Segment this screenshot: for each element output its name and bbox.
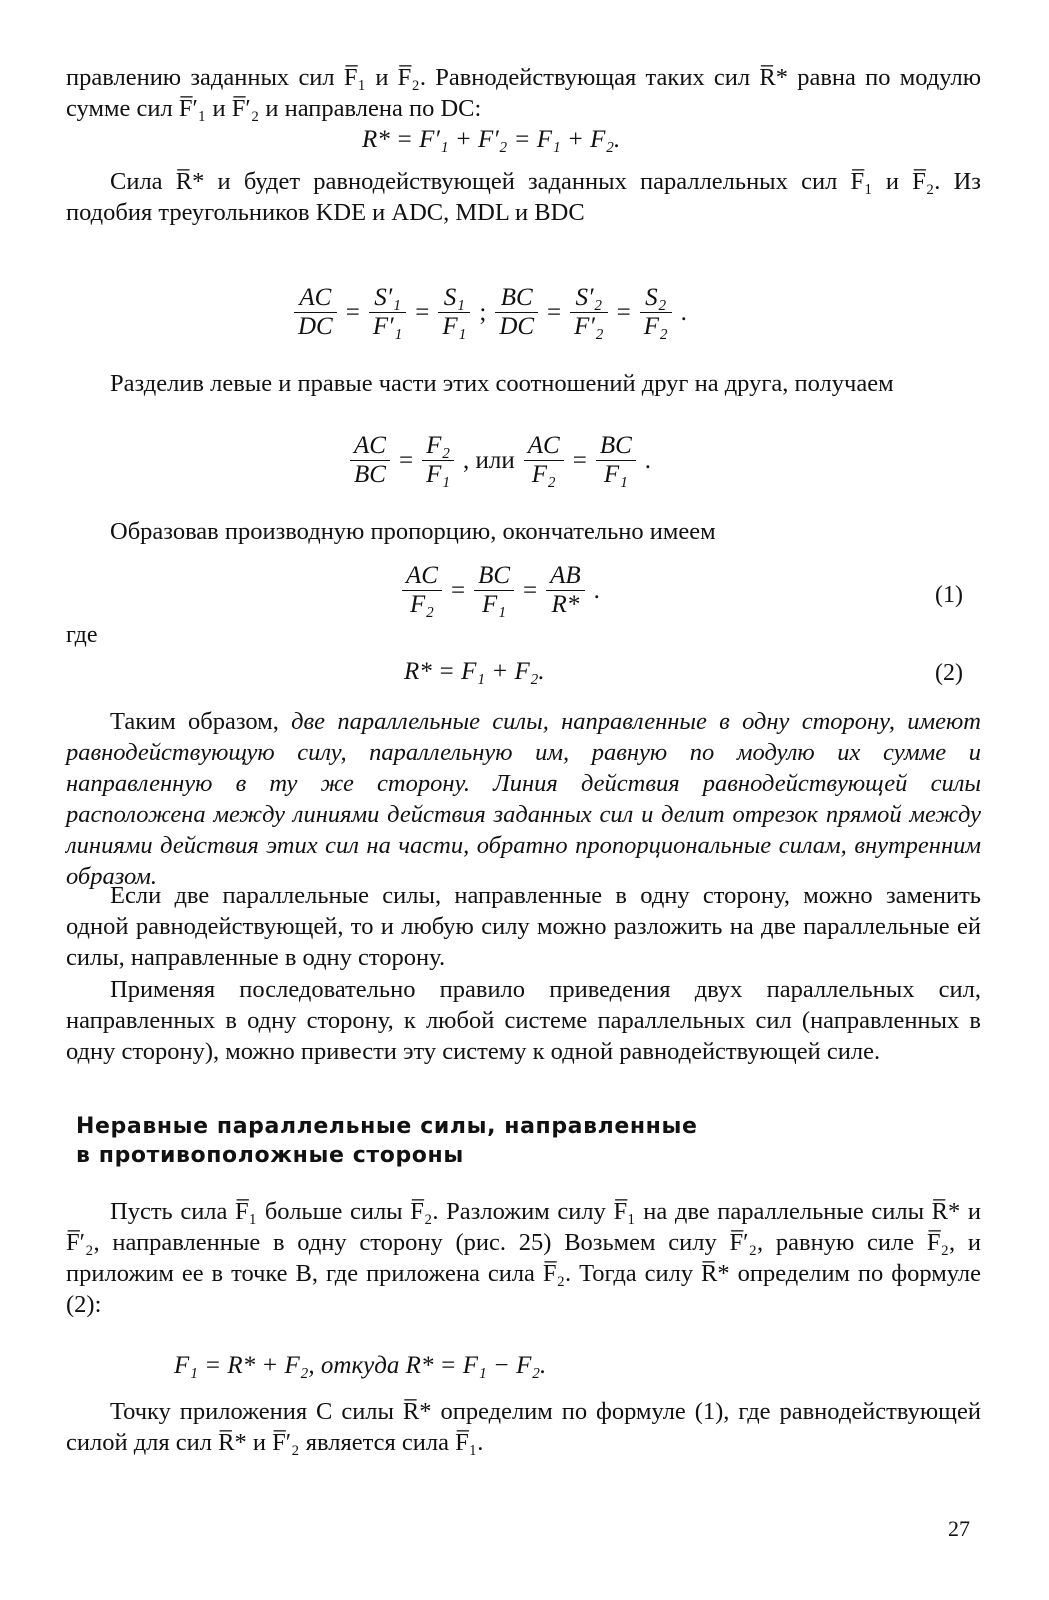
paragraph-2: Сила R̅* и будет равнодействующей заданных параллельных сил F̅₁ и F̅₂. Из подобия треугольников KDE и ADC, MDL и BDC <box>66 168 981 226</box>
equation-ratio-division: $\frac{AC}{BC}$ = $\frac{\text{F₂}}{\text{F₁}}$ , или $\frac{AC}{\text{F₂}}$ = $\frac{BC}{\text{F₁}}$ . <box>346 432 656 489</box>
equation-1: $\frac{AC}{\text{F₂}}$ = $\frac{BC}{\text{F₁}}$ = $\frac{AB}{R*}$ . <box>398 562 605 619</box>
fraction: $\frac{BC}{DC}$ <box>495 284 538 341</box>
equation-number-2: (2) <box>935 660 963 686</box>
heading-line-2: в противоположные стороны <box>76 1143 464 1168</box>
paragraph-5-italic: две параллельные силы, направленные в одну сторону, имеют равнодействующую силу, параллельную им, равную по модулю их сумме и направленную в ту же сторону. Линия действия равнодействующей силы расположена между линиями действия заданных сил и делит отрезок прямой между линиями действия этих сил на части, обратно пропорциональные силам, внутренним образом. <box>66 708 981 890</box>
fraction: $\frac{\text{S₁}}{\text{F₁}}$ <box>438 284 470 341</box>
equation-resultant-sum: R* = F′₁ + F′₂ = F₁ + F₂. <box>362 126 621 153</box>
paragraph-6: Если две параллельные силы, направленные в одну сторону, можно заменить одной равнодействующей, то и любую силу можно разложить на две параллельные ей силы, направленные в одну сторону. <box>66 882 981 971</box>
fraction: $\frac{\text{S′₂}}{\text{F′₂}}$ <box>570 284 607 341</box>
paragraph-3: Разделив левые и правые части этих соотношений друг на друга, получаем <box>110 370 894 397</box>
equation-number-1: (1) <box>935 582 963 608</box>
paragraph-5 <box>66 706 981 892</box>
paragraph-9: Точку приложения C силы R̅* определим по формуле (1), где равнодействующей силой для сил R̅* и F̅′₂ является сила F̅₁. <box>66 1398 981 1456</box>
or-word: , или <box>463 446 515 474</box>
fraction: $\frac{AC}{\text{F₂}}$ <box>402 562 442 619</box>
fraction: $\frac{BC}{\text{F₁}}$ <box>474 562 514 619</box>
fraction: $\frac{AB}{R*}$ <box>546 562 585 619</box>
equation-difference: F₁ = R* + F₂, откуда R* = F₁ − F₂. <box>174 1352 547 1379</box>
equation-2: R* = F₁ + F₂. <box>404 658 545 685</box>
fraction: $\frac{\text{S′₁}}{\text{F′₁}}$ <box>369 284 406 341</box>
paragraph-4: Образовав производную пропорцию, окончательно имеем <box>110 518 716 545</box>
paragraph-5-lead: Таким образом, <box>110 708 279 735</box>
equation-similarity-ratios: $\frac{AC}{DC}$ = $\frac{\text{S′₁}}{\text{F′₁}}$ = $\frac{\text{S₁}}{\text{F₁}}$ ; $\frac{BC}{DC}$ = $\frac{\text{S′₂}}{\text{F′₂}}$ = $\frac{\text{S₂}}{\text{F₂}}$ . <box>290 284 692 341</box>
where-word: где <box>66 622 98 648</box>
paragraph-1: правлению заданных сил F̅₁ и F̅₂. Равнодействующая таких сил R̅* равна по модулю сумме сил F̅′₁ и F̅′₂ и направлена по DC: <box>66 64 981 122</box>
fraction: $\frac{AC}{\text{F₂}}$ <box>524 432 564 489</box>
heading-line-1: Неравные параллельные силы, направленные <box>76 1114 698 1139</box>
page-number: 27 <box>948 1516 970 1541</box>
fraction: $\frac{BC}{\text{F₁}}$ <box>596 432 636 489</box>
fraction: $\frac{AC}{DC}$ <box>294 284 337 341</box>
paragraph-7: Применяя последовательно правило приведения двух параллельных сил, направленных в одну сторону, к любой системе параллельных сил (направленных в одну сторону), можно привести эту систему к одной равнодействующей силе. <box>66 976 981 1065</box>
section-heading <box>76 1112 698 1170</box>
fraction: $\frac{\text{F₂}}{\text{F₁}}$ <box>422 432 454 489</box>
fraction: $\frac{AC}{BC}$ <box>350 432 390 489</box>
paragraph-8: Пусть сила F̅₁ больше силы F̅₂. Разложим силу F̅₁ на две параллельные силы R̅* и F̅′₂, направленные в одну сторону (рис. 25) Возьмем силу F̅′₂, равную силе F̅₂, и приложим ее в точке B, где приложена сила F̅₂. Тогда силу R̅* определим по формуле (2): <box>66 1198 981 1318</box>
fraction: $\frac{\text{S₂}}{\text{F₂}}$ <box>640 284 672 341</box>
